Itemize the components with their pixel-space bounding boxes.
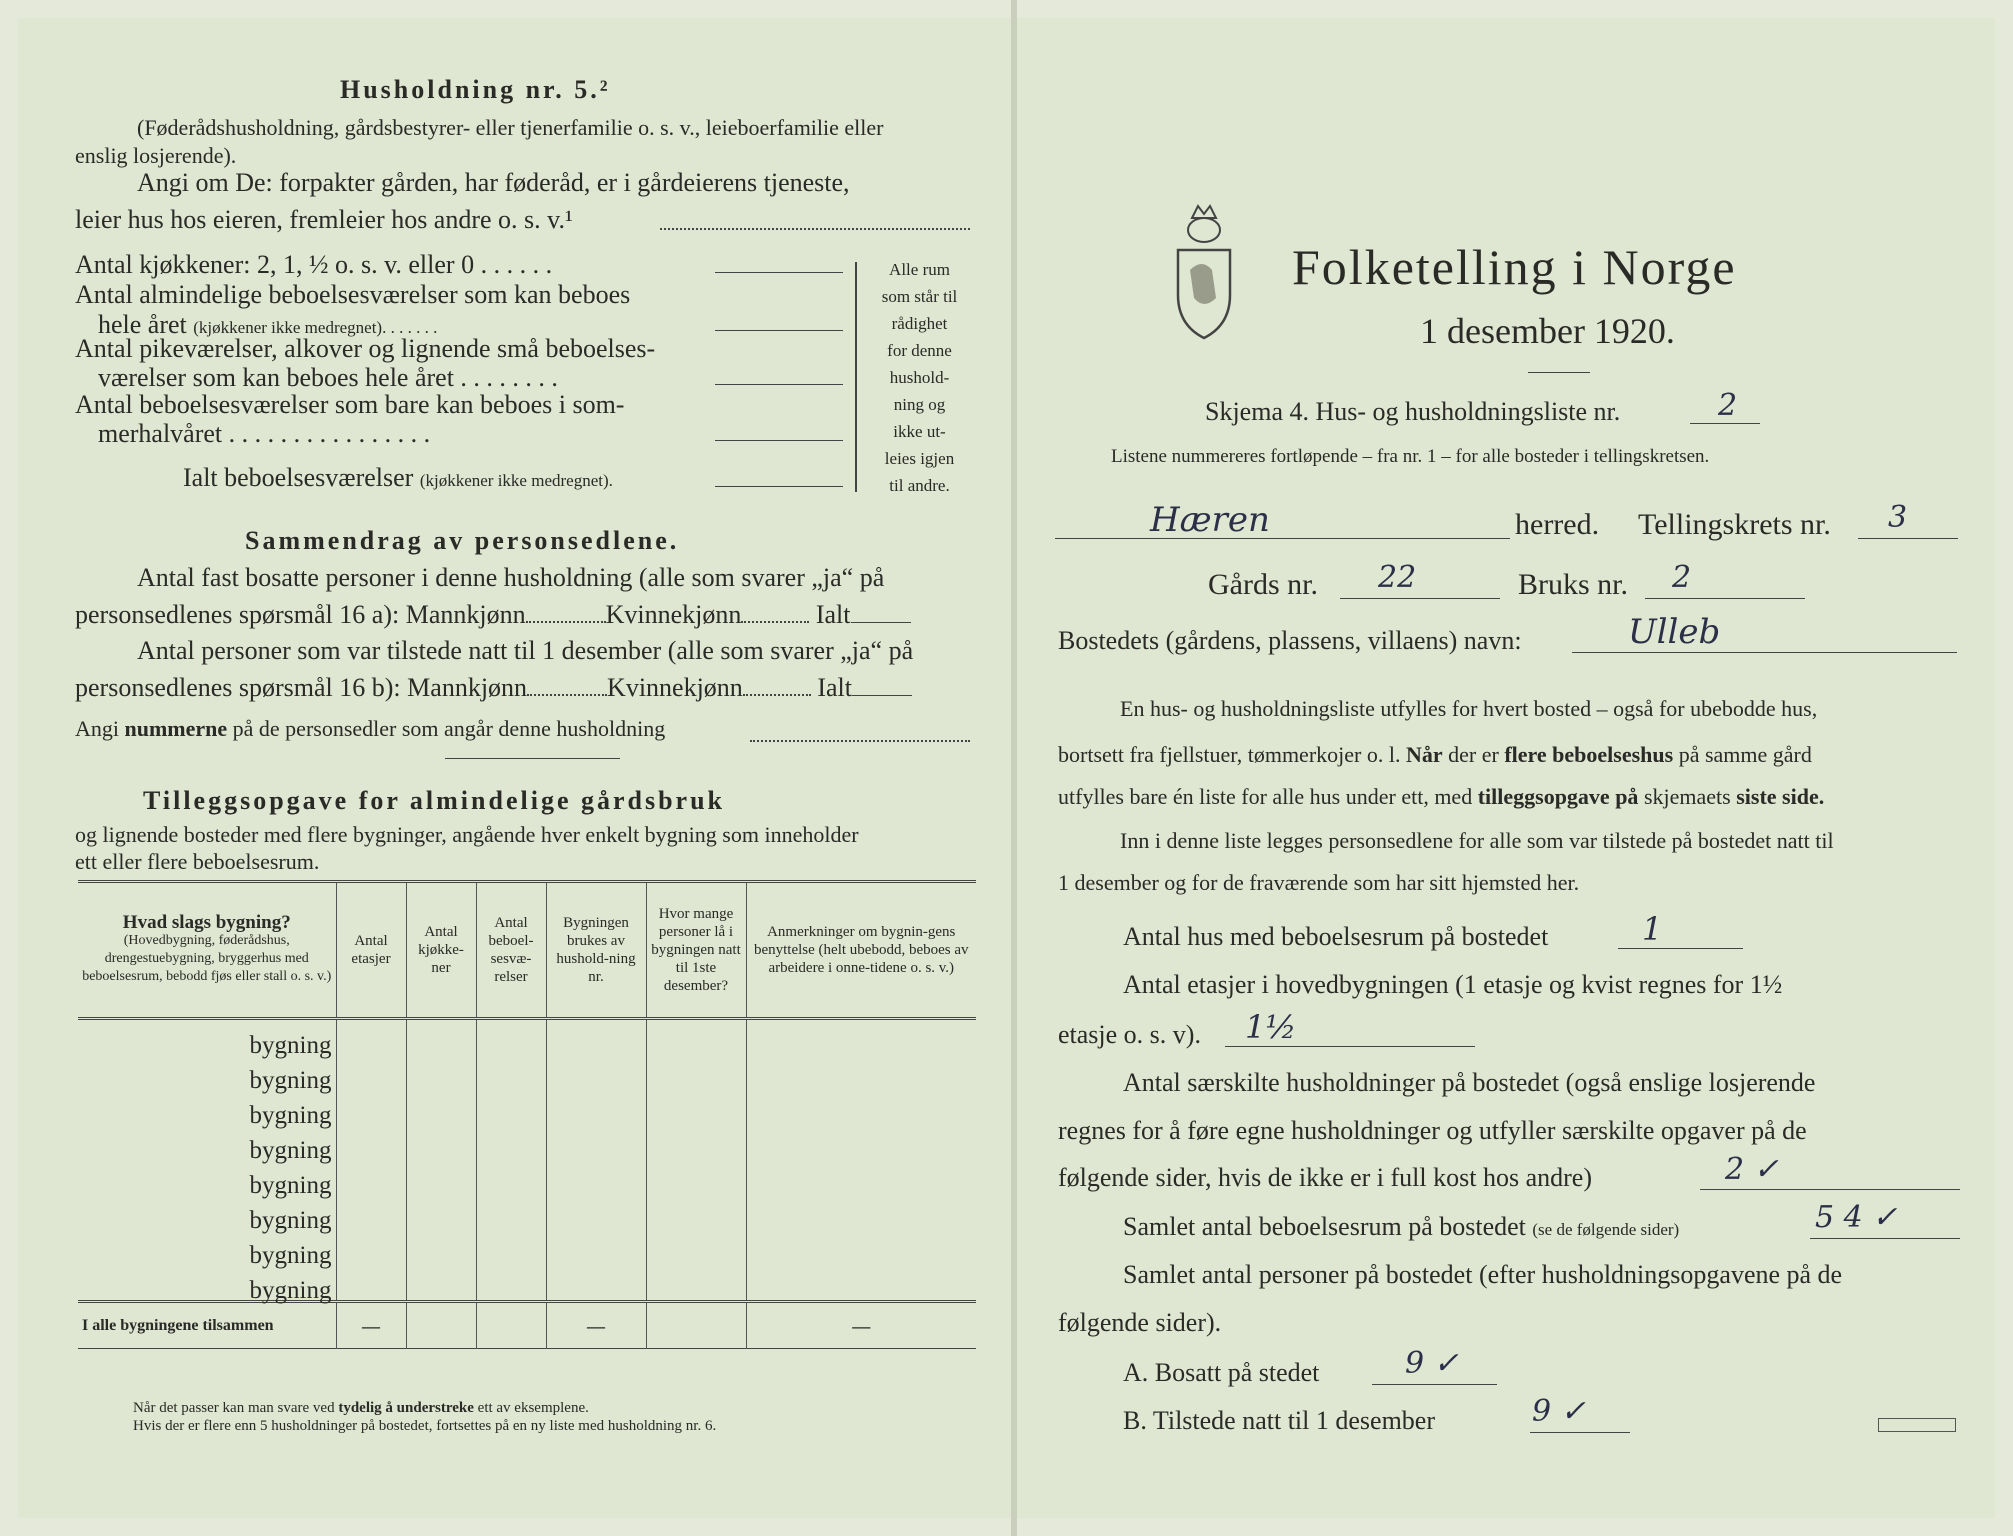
col-remarks: Anmerkninger om bygnin-gens benyttelse (helt ubebodd, beboes av arbeidere i onne-tidene o. s. v.) (746, 882, 976, 1019)
building-cell (646, 1019, 746, 1056)
col-building-type: Hvad slags bygning? (Hovedbygning, føderådshus, drengestuebygning, bryggerhus med beboelsesrum, bebodd fjøs eller stall o. s. v.) (78, 882, 336, 1019)
building-cell (336, 1230, 406, 1265)
info-2: bortsett fra fjellstuer, tømmerkojer o. l. Når der er flere beboelseshus på samme gård (1058, 742, 1812, 767)
qb-label: B. Tilstede natt til 1 desember (1123, 1406, 1435, 1435)
building-cell (336, 1055, 406, 1090)
building-cell (406, 1265, 476, 1302)
numbering-note: Listene nummereres fortløpende – fra nr. 1 – for alle bosteder i tellingskretsen. (1111, 446, 1710, 467)
building-row-label: bygning (249, 1277, 332, 1304)
building-cell (746, 1160, 976, 1195)
qb-value: 9 ✓ (1532, 1394, 1586, 1429)
building-row-label: bygning (249, 1102, 332, 1129)
q2-value: 1½ (1245, 1008, 1297, 1046)
building-row (78, 1125, 976, 1160)
rooms-2a: Antal pikeværelser, alkover og lignende små beboelses- (75, 334, 656, 363)
building-cell (476, 1230, 546, 1265)
building-row-label: bygning (249, 1137, 332, 1164)
summary-2: Antal personer som var tilstede natt til 1 desember (alle som svarer „ja“ på (137, 636, 914, 665)
total-remarks: — (746, 1302, 976, 1349)
building-cell (406, 1230, 476, 1265)
gards-label: Gårds nr. (1208, 568, 1318, 601)
building-cell (546, 1055, 646, 1090)
building-row (78, 1195, 976, 1230)
building-row-label: bygning (249, 1242, 332, 1269)
building-row (78, 1230, 976, 1265)
building-cell (406, 1055, 476, 1090)
building-row-label: bygning (249, 1207, 332, 1234)
schema-number: 2 (1718, 388, 1738, 423)
summary-1b: personsedlenes spørsmål 16 a): Mannkjønn Kvinnekjønn Ialt (75, 600, 911, 630)
schema-line: Skjema 4. Hus- og husholdningsliste nr. (1205, 397, 1621, 426)
angi-nummer: Angi nummerne på de personsedler som angår denne husholdning (75, 716, 666, 741)
supplement-title: Tilleggsopgave for almindelige gårdsbruk (143, 786, 726, 815)
building-cell (746, 1230, 976, 1265)
q4-value: 5 4 ✓ (1815, 1200, 1898, 1235)
bosted-value: Ulleb (1628, 612, 1721, 652)
building-cell (646, 1160, 746, 1195)
q4-label: Samlet antal beboelsesrum på bostedet (se de følgende sider) (1123, 1212, 1680, 1241)
building-table (78, 880, 976, 1349)
building-cell (476, 1125, 546, 1160)
footnote-1: Når det passer kan man svare ved tydelig å understreke ett av eksemplene. (133, 1400, 589, 1416)
side-note: Alle rum som står til rådighet for denne hushold- ning og ikke ut- leies igjen til andre. (881, 260, 958, 495)
building-cell (746, 1125, 976, 1160)
rooms-2b: værelser som kan beboes hele året . . . . . . . . (98, 363, 558, 392)
qa-value: 9 ✓ (1405, 1346, 1459, 1381)
angi-line-1: Angi om De: forpakter gården, har føderåd, er i gårdeierens tjeneste, (137, 168, 850, 197)
building-cell (646, 1090, 746, 1125)
building-cell (336, 1090, 406, 1125)
building-cell (476, 1195, 546, 1230)
q1-value: 1 (1642, 910, 1663, 948)
building-cell (646, 1055, 746, 1090)
printer-stamp (1878, 1418, 1956, 1432)
info-5: 1 desember og for de fraværende som har sitt hjemsted her. (1058, 870, 1580, 895)
building-cell (546, 1125, 646, 1160)
building-row-label: bygning (249, 1172, 332, 1199)
building-cell (406, 1125, 476, 1160)
herred-label: herred. (1515, 508, 1600, 541)
bosted-label: Bostedets (gårdens, plassens, villaens) navn: (1058, 626, 1522, 655)
herred-value: Hæren (1150, 500, 1270, 540)
supplement-2: ett eller flere beboelsesrum. (75, 849, 320, 874)
col-household: Bygningen brukes av hushold-ning nr. (546, 882, 646, 1019)
gards-value: 22 (1378, 560, 1417, 595)
household-intro: (Føderådshusholdning, gårdsbestyrer- eller tjenerfamilie o. s. v., leieboerfamilie eller (137, 115, 884, 140)
info-3: utfylles bare én liste for alle hus under ett, med tilleggsopgave på skjemaets siste side. (1058, 784, 1825, 809)
building-cell (476, 1090, 546, 1125)
building-row (78, 1090, 976, 1125)
col-floors: Antal etasjer (336, 882, 406, 1019)
building-cell (476, 1265, 546, 1302)
bruks-label: Bruks nr. (1518, 568, 1629, 601)
rooms-3b: merhalvåret . . . . . . . . . . . . . . . . (98, 419, 431, 448)
building-cell (476, 1019, 546, 1056)
q3-label-c: følgende sider, hvis de ikke er i full kost hos andre) (1058, 1163, 1592, 1192)
col-rooms: Antal beboel-sesvæ-relser (476, 882, 546, 1019)
building-cell (546, 1019, 646, 1056)
col-persons: Hvor mange personer lå i bygningen natt til 1ste desember? (646, 882, 746, 1019)
total-floors: — (336, 1302, 406, 1349)
building-cell (646, 1230, 746, 1265)
building-cell (336, 1265, 406, 1302)
building-cell (406, 1090, 476, 1125)
krets-value: 3 (1888, 500, 1908, 535)
building-cell (746, 1090, 976, 1125)
building-cell (336, 1019, 406, 1056)
building-cell (476, 1160, 546, 1195)
rooms-1b: hele året (kjøkkener ikke medregnet). . . . . . . (98, 310, 438, 339)
footnote-2: Hvis der er flere enn 5 husholdninger på bostedet, fortsettes på en ny liste med husholdning nr. 6. (133, 1418, 717, 1434)
building-row (78, 1019, 976, 1056)
kitchens-label: Antal kjøkkener: 2, 1, ½ o. s. v. eller 0 . . . . . . (75, 250, 553, 279)
building-cell (546, 1090, 646, 1125)
building-cell (406, 1160, 476, 1195)
summary-2b: personsedlenes spørsmål 16 b): Mannkjønn Kvinnekjønn Ialt (75, 673, 912, 703)
building-cell (406, 1195, 476, 1230)
bruks-value: 2 (1672, 560, 1692, 595)
q2-label-b: etasje o. s. v). (1058, 1020, 1201, 1049)
ialt-rooms: Ialt beboelsesværelser (kjøkkener ikke medregnet). (183, 463, 613, 492)
total-label: I alle bygningene tilsammen (78, 1302, 336, 1349)
info-1: En hus- og husholdningsliste utfylles for hvert bosted – også for ubebodde hus, (1120, 696, 1818, 721)
household-title: Husholdning nr. 5.² (340, 75, 611, 104)
total-household: — (546, 1302, 646, 1349)
building-cell (336, 1160, 406, 1195)
supplement-1: og lignende bosteder med flere bygninger, angående hver enkelt bygning som inneholder (75, 822, 859, 847)
q5-label-a: Samlet antal personer på bostedet (efter husholdningsopgavene på de (1123, 1260, 1843, 1289)
building-cell (746, 1019, 976, 1056)
building-cell (646, 1125, 746, 1160)
q1-label: Antal hus med beboelsesrum på bostedet (1123, 922, 1549, 951)
building-cell (746, 1195, 976, 1230)
info-4: Inn i denne liste legges personsedlene for alle som var tilstede på bostedet natt til (1120, 828, 1834, 853)
household-intro-2: enslig losjerende). (75, 143, 237, 168)
building-cell (336, 1195, 406, 1230)
building-cell (406, 1019, 476, 1056)
building-cell (746, 1265, 976, 1302)
q3-label-b: regnes for å føre egne husholdninger og utfyller særskilte opgaver på de (1058, 1116, 1807, 1145)
building-cell (746, 1055, 976, 1090)
building-cell (546, 1160, 646, 1195)
building-row-label: bygning (249, 1067, 332, 1094)
rooms-3a: Antal beboelsesværelser som bare kan beboes i som- (75, 390, 625, 419)
summary-1: Antal fast bosatte personer i denne husholdning (alle som svarer „ja“ på (137, 563, 885, 592)
building-cell (646, 1195, 746, 1230)
q3-label-a: Antal særskilte husholdninger på bostedet (også enslige losjerende (1123, 1068, 1816, 1097)
building-cell (546, 1230, 646, 1265)
building-cell (546, 1265, 646, 1302)
rooms-1a: Antal almindelige beboelsesværelser som kan beboes (75, 280, 631, 309)
building-cell (546, 1195, 646, 1230)
building-cell (476, 1055, 546, 1090)
coat-of-arms-icon (1172, 200, 1236, 340)
building-row (78, 1160, 976, 1195)
building-row (78, 1265, 976, 1302)
rooms-1c: (kjøkkener ikke medregnet). . . . . . . (193, 318, 438, 337)
building-cell (336, 1125, 406, 1160)
building-row-label: bygning (249, 1032, 332, 1059)
q5-label-b: følgende sider). (1058, 1308, 1222, 1337)
building-row (78, 1055, 976, 1090)
qa-label: A. Bosatt på stedet (1123, 1358, 1320, 1387)
main-title: Folketelling i Norge (1292, 239, 1737, 295)
building-cell (646, 1265, 746, 1302)
q3-value: 2 ✓ (1725, 1152, 1779, 1187)
summary-title: Sammendrag av personsedlene. (245, 526, 680, 555)
col-kitchens: Antal kjøkke-ner (406, 882, 476, 1019)
census-date: 1 desember 1920. (1420, 311, 1675, 351)
angi-line-2: leier hus hos eieren, fremleier hos andre o. s. v.¹ (75, 205, 573, 234)
q2-label-a: Antal etasjer i hovedbygningen (1 etasje og kvist regnes for 1½ (1123, 970, 1783, 999)
krets-label: Tellingskrets nr. (1638, 508, 1831, 541)
